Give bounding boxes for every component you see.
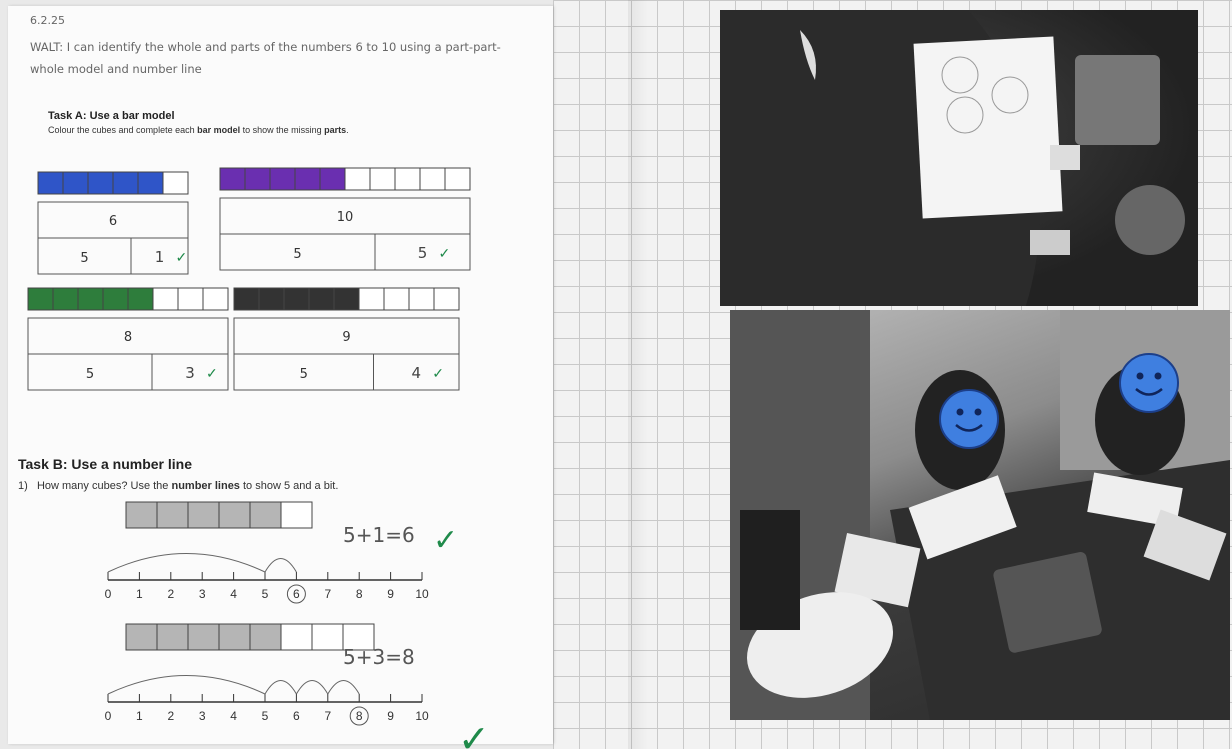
book-gutter <box>628 0 648 749</box>
bar-model <box>234 288 459 390</box>
cube <box>128 288 153 310</box>
jump-arc <box>108 554 265 573</box>
part1-value: 5 <box>299 367 308 382</box>
number-line-item <box>105 624 490 749</box>
cube <box>281 502 312 528</box>
handwritten-answer: 5+3=8 <box>343 645 415 669</box>
jump-arc <box>108 676 265 695</box>
bar-model <box>220 168 470 270</box>
tick-label: 5 <box>261 709 269 723</box>
cube <box>163 172 188 194</box>
cube <box>153 288 178 310</box>
parts-box <box>220 234 470 270</box>
cube <box>250 502 281 528</box>
handwritten-answer: 5+1=6 <box>343 523 415 547</box>
cube <box>259 288 284 310</box>
tick-label: 8 <box>355 709 363 723</box>
cube <box>334 288 359 310</box>
cube <box>384 288 409 310</box>
cube <box>359 288 384 310</box>
cube <box>312 624 343 650</box>
tick-label: 7 <box>324 709 332 723</box>
cube <box>188 502 219 528</box>
smiley-sticker-icon <box>1118 352 1180 414</box>
task-a-title: Task A: Use a bar model <box>48 110 175 122</box>
cube <box>409 288 434 310</box>
cube <box>445 168 470 190</box>
cube <box>113 172 138 194</box>
whole-value: 6 <box>108 214 118 229</box>
bar-models <box>0 0 560 410</box>
bar-model <box>28 288 228 390</box>
jump-arc <box>265 681 296 695</box>
tick-label: 3 <box>198 709 206 723</box>
cube <box>63 172 88 194</box>
cube <box>126 624 157 650</box>
walt-learning-objective: WALT: I can identify the whole and parts of the numbers 6 to 10 using a part-part-whole model and number line <box>30 40 501 76</box>
jump-arc <box>265 559 296 573</box>
cube <box>103 288 128 310</box>
cube <box>245 168 270 190</box>
parts-box <box>234 354 459 390</box>
part2-value: 4 <box>411 364 422 382</box>
tick-label: 4 <box>230 709 237 723</box>
check-mark: ✓ <box>206 365 218 381</box>
cube <box>434 288 459 310</box>
smiley-sticker-icon <box>938 388 1000 450</box>
cube <box>188 624 219 650</box>
check-mark: ✓ <box>433 524 459 557</box>
whole-value: 9 <box>342 330 351 345</box>
tick-label: 7 <box>324 587 332 601</box>
cube <box>78 288 103 310</box>
tick-label: 10 <box>415 587 429 601</box>
photo-activity-overhead <box>720 10 1198 306</box>
cube <box>157 624 188 650</box>
tick-label: 6 <box>293 587 300 601</box>
cube <box>345 168 370 190</box>
tick-label: 5 <box>261 587 269 601</box>
task-b-title: Task B: Use a number line <box>18 456 193 472</box>
cube <box>270 168 295 190</box>
cube <box>309 288 334 310</box>
check-mark: ✓ <box>432 365 444 381</box>
cube <box>320 168 345 190</box>
cube <box>420 168 445 190</box>
cube <box>219 624 250 650</box>
part1-value: 5 <box>80 251 89 266</box>
whole-value: 10 <box>336 210 354 225</box>
cube <box>126 502 157 528</box>
cube <box>250 624 281 650</box>
cube <box>138 172 163 194</box>
cube <box>395 168 420 190</box>
tick-label: 2 <box>167 709 175 723</box>
cube <box>157 502 188 528</box>
tick-label: 9 <box>387 709 394 723</box>
cube <box>295 168 320 190</box>
cube <box>281 624 312 650</box>
cube <box>178 288 203 310</box>
tick-label: 3 <box>198 587 206 601</box>
whole-value: 8 <box>123 330 133 345</box>
part2-value: 5 <box>417 244 428 262</box>
jump-arc <box>328 681 359 695</box>
tick-label: 9 <box>387 587 394 601</box>
tick-label: 6 <box>293 709 300 723</box>
number-lines <box>0 490 560 749</box>
bar-model <box>38 172 188 274</box>
part1-value: 5 <box>293 247 302 262</box>
check-mark: ✓ <box>458 719 490 749</box>
tick-label: 0 <box>104 709 112 723</box>
cube <box>220 168 245 190</box>
parts-box <box>38 238 188 274</box>
check-mark: ✓ <box>175 249 188 265</box>
part2-value: 3 <box>185 364 195 382</box>
cube <box>88 172 113 194</box>
cube <box>370 168 395 190</box>
photo-children-working <box>730 310 1230 720</box>
cube <box>53 288 78 310</box>
task-b-question: 1) How many cubes? Use the number lines to show 5 and a bit. <box>18 480 339 492</box>
date-handwritten: 6.2.25 <box>30 14 65 27</box>
task-a-instruction: Colour the cubes and complete each bar model to show the missing parts. <box>48 125 349 135</box>
cube <box>38 172 63 194</box>
tick-label: 4 <box>230 587 237 601</box>
tick-label: 1 <box>136 587 143 601</box>
number-line-item <box>105 502 458 603</box>
cube <box>28 288 53 310</box>
tick-label: 10 <box>415 709 429 723</box>
jump-arc <box>296 681 327 695</box>
cube <box>234 288 259 310</box>
check-mark: ✓ <box>438 245 451 261</box>
tick-label: 2 <box>167 587 175 601</box>
part2-value: 1 <box>154 248 165 266</box>
part1-value: 5 <box>85 367 95 382</box>
tick-label: 1 <box>136 709 143 723</box>
cube <box>284 288 309 310</box>
tick-label: 8 <box>355 587 363 601</box>
tick-label: 0 <box>104 587 112 601</box>
cube <box>203 288 228 310</box>
parts-box <box>28 354 228 390</box>
cube <box>219 502 250 528</box>
